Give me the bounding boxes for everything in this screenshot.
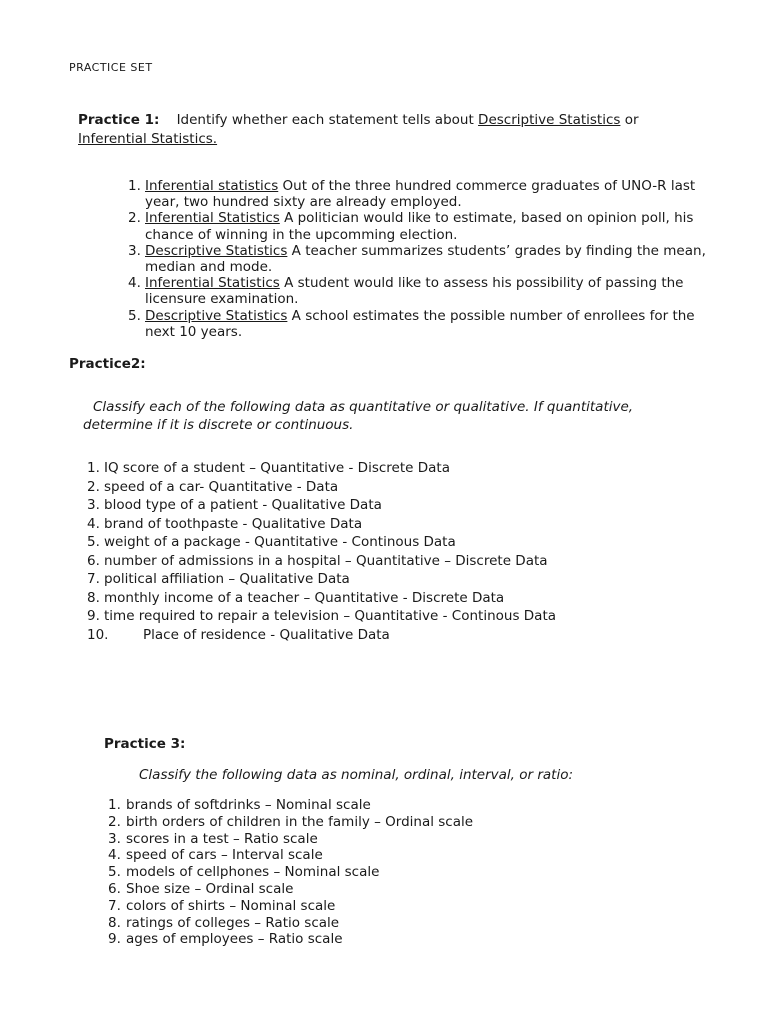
list-item bbox=[108, 898, 473, 915]
item-number: 5. bbox=[108, 864, 121, 881]
list-item bbox=[108, 915, 473, 932]
practice1-instruction-line2 bbox=[78, 131, 217, 147]
item-number: 2. bbox=[128, 210, 141, 227]
item-number: 5. bbox=[87, 534, 100, 550]
practice1-list bbox=[128, 178, 718, 340]
item-number: 1. bbox=[87, 460, 100, 476]
item-answer: Inferential Statistics bbox=[145, 210, 280, 227]
item-answer: Descriptive Statistics bbox=[145, 242, 288, 259]
item-number: 9. bbox=[87, 608, 100, 624]
list-item bbox=[108, 797, 473, 814]
item-text: Place of residence - Qualitative Data bbox=[143, 626, 390, 643]
term-inferential: Inferential Statistics. bbox=[78, 131, 218, 147]
list-item bbox=[128, 243, 718, 275]
item-text: political affiliation – Qualitative Data bbox=[104, 571, 350, 587]
item-number: 4. bbox=[87, 515, 100, 532]
item-text: brands of softdrinks – Nominal scale bbox=[126, 797, 371, 813]
list-item bbox=[108, 847, 473, 864]
practice1-instruction-text: Identify whether each statement tells about bbox=[176, 112, 474, 128]
or-word: or bbox=[624, 112, 639, 128]
item-number: 6. bbox=[87, 552, 100, 569]
item-text: weight of a package - Quantitative - Continous Data bbox=[104, 534, 456, 550]
practice3-label: Practice 3: bbox=[104, 736, 186, 752]
list-item bbox=[108, 831, 473, 848]
practice2-label: Practice2: bbox=[69, 356, 146, 372]
item-text: A student would like to assess his possibility of passing the licensure examination. bbox=[145, 275, 684, 308]
item-number: 5. bbox=[128, 307, 141, 324]
item-text: ratings of colleges – Ratio scale bbox=[126, 914, 340, 931]
list-item bbox=[87, 570, 556, 589]
item-number: 3. bbox=[87, 497, 100, 513]
item-text: A school estimates the possible number of enrollees for the next 10 years. bbox=[145, 307, 695, 340]
item-answer: Inferential statistics bbox=[145, 178, 279, 194]
list-item bbox=[128, 308, 718, 340]
item-text: Out of the three hundred commerce graduates of UNO-R last year, two hundred sixty are already employed. bbox=[145, 178, 696, 211]
list-item bbox=[128, 275, 718, 307]
list-item bbox=[128, 178, 718, 210]
list-item bbox=[108, 814, 473, 831]
item-answer: Descriptive Statistics bbox=[145, 307, 288, 324]
list-item bbox=[108, 864, 473, 881]
item-number: 7. bbox=[108, 897, 121, 914]
item-text: speed of cars – Interval scale bbox=[126, 847, 323, 864]
item-text: scores in a test – Ratio scale bbox=[126, 830, 318, 847]
list-item bbox=[87, 607, 556, 626]
item-number: 4. bbox=[108, 847, 121, 864]
item-number: 8. bbox=[108, 914, 121, 931]
item-text: brand of toothpaste - Qualitative Data bbox=[104, 515, 363, 532]
practice2-instruction-line2: determine if it is discrete or continuous. bbox=[83, 417, 354, 433]
practice1-label: Practice 1: bbox=[78, 112, 160, 128]
item-number: 3. bbox=[108, 830, 121, 847]
list-item bbox=[108, 931, 473, 948]
item-text: monthly income of a teacher – Quantitative - Discrete Data bbox=[104, 589, 505, 606]
item-number: 4. bbox=[128, 275, 141, 292]
item-text: ages of employees – Ratio scale bbox=[126, 931, 343, 948]
item-number: 3. bbox=[128, 242, 141, 259]
list-item bbox=[128, 210, 718, 242]
item-number: 1. bbox=[108, 797, 121, 813]
list-item bbox=[108, 881, 473, 898]
list-item bbox=[87, 496, 556, 515]
item-text: number of admissions in a hospital – Quantitative – Discrete Data bbox=[104, 552, 548, 569]
item-number: 1. bbox=[128, 178, 141, 194]
practice1-instruction bbox=[78, 112, 639, 128]
item-number: 6. bbox=[108, 880, 121, 897]
item-text: models of cellphones – Nominal scale bbox=[126, 864, 380, 881]
item-number: 2. bbox=[108, 813, 121, 830]
item-number: 9. bbox=[108, 931, 121, 948]
item-number: 10. bbox=[87, 626, 109, 643]
list-item bbox=[87, 478, 556, 497]
page-header: PRACTICE SET bbox=[69, 61, 153, 74]
item-text: IQ score of a student – Quantitative - Discrete Data bbox=[104, 460, 450, 476]
item-text: colors of shirts – Nominal scale bbox=[126, 897, 336, 914]
item-text: blood type of a patient - Qualitative Data bbox=[104, 497, 382, 513]
item-text: birth orders of children in the family – Ordinal scale bbox=[126, 813, 474, 830]
item-number: 8. bbox=[87, 589, 100, 606]
list-item bbox=[87, 459, 556, 478]
item-text: time required to repair a television – Quantitative - Continous Data bbox=[104, 608, 557, 624]
term-descriptive: Descriptive Statistics bbox=[478, 112, 621, 128]
list-item bbox=[87, 533, 556, 552]
practice2-list bbox=[87, 459, 556, 644]
list-item bbox=[87, 626, 556, 645]
list-item bbox=[87, 589, 556, 608]
practice3-list bbox=[108, 797, 473, 948]
item-text: A teacher summarizes students’ grades by finding the mean, median and mode. bbox=[145, 242, 706, 276]
item-answer: Inferential Statistics bbox=[145, 275, 280, 292]
item-text: speed of a car- Quantitative - Data bbox=[104, 478, 339, 495]
practice3-instruction: Classify the following data as nominal, ordinal, interval, or ratio: bbox=[139, 767, 574, 783]
item-text: Shoe size – Ordinal scale bbox=[126, 880, 294, 897]
item-text: A politician would like to estimate, based on opinion poll, his chance of winning in the upcomming election. bbox=[145, 210, 694, 243]
list-item bbox=[87, 552, 556, 571]
practice2-instruction-line1: Classify each of the following data as quantitative or qualitative. If quantitative, bbox=[93, 399, 634, 415]
item-number: 2. bbox=[87, 478, 100, 495]
list-item bbox=[87, 515, 556, 534]
item-number: 7. bbox=[87, 571, 100, 587]
